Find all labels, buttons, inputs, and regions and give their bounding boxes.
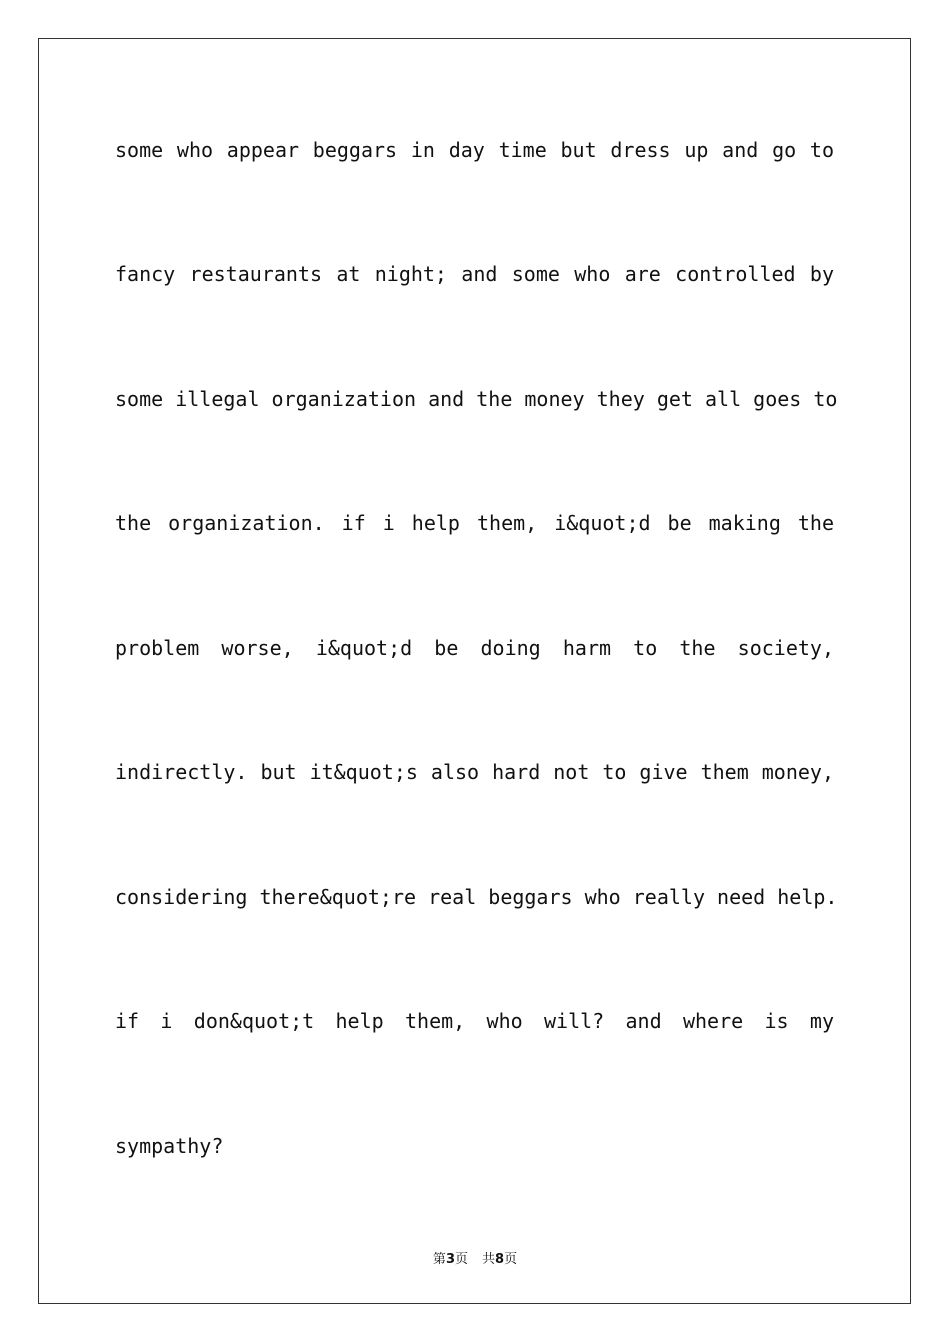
body-text-line-8: if i don&quot;t help them, who will? and where is my — [115, 1009, 834, 1033]
total-pages: 8 — [495, 1252, 505, 1267]
body-text-line-7: considering there&quot;re real beggars who really need help. — [115, 885, 838, 909]
page-suffix: 页 — [454, 1252, 468, 1267]
body-text-line-9: sympathy? — [115, 1134, 224, 1158]
page-footer — [0, 1248, 950, 1267]
body-text-line-3: some illegal organization and the money they get all goes to — [115, 387, 838, 411]
body-text-line-4: the organization. if i help them, i&quot;d be making the — [115, 511, 834, 535]
page-number: 3 — [445, 1252, 455, 1267]
body-text-line-2: fancy restaurants at night; and some who are controlled by — [115, 262, 834, 286]
page-prefix: 第 — [432, 1252, 446, 1267]
body-text-line-1: some who appear beggars in day time but dress up and go to — [115, 138, 834, 162]
total-suffix: 页 — [504, 1252, 518, 1267]
total-prefix: 共 — [482, 1252, 496, 1267]
body-text-line-6: indirectly. but it&quot;s also hard not to give them money, — [115, 760, 834, 784]
page-border — [38, 38, 911, 1304]
body-text-line-5: problem worse, i&quot;d be doing harm to the society, — [115, 636, 834, 660]
